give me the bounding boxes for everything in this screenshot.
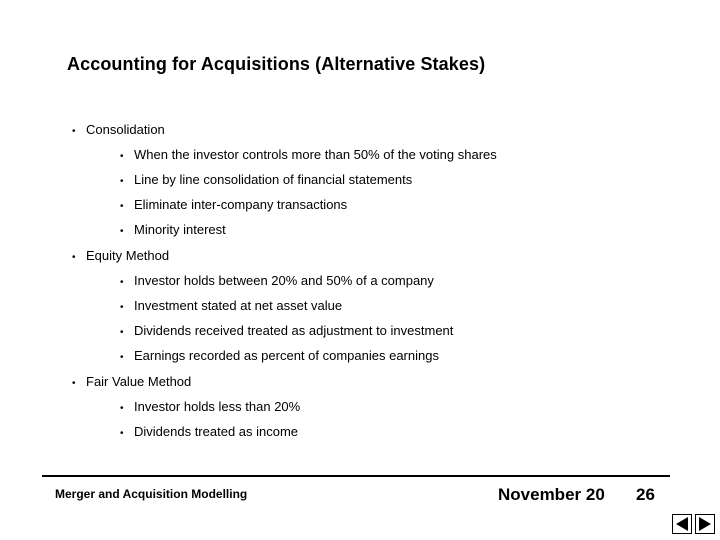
triangle-right-icon bbox=[696, 515, 714, 533]
sub-bullet bbox=[120, 172, 412, 190]
slide-title: Accounting for Acquisitions (Alternative Stakes) bbox=[67, 54, 486, 74]
bullet-dot: • bbox=[120, 277, 124, 288]
next-slide-button[interactable] bbox=[695, 514, 715, 534]
bullet-text: Investment stated at net asset value bbox=[134, 298, 343, 313]
bullet-dot: • bbox=[72, 252, 76, 263]
bullet-text: Consolidation bbox=[86, 122, 165, 137]
bullet-dot: • bbox=[120, 327, 124, 338]
bullet-text: When the investor controls more than 50% of the voting shares bbox=[134, 147, 497, 162]
bullet-dot: • bbox=[72, 126, 76, 137]
bullet-text: Investor holds less than 20% bbox=[134, 399, 301, 414]
bullet-text: Fair Value Method bbox=[86, 374, 192, 389]
sub-bullet bbox=[120, 197, 347, 215]
previous-slide-button[interactable] bbox=[672, 514, 692, 534]
sub-bullet bbox=[120, 424, 298, 442]
bullet-dot: • bbox=[120, 403, 124, 414]
bullet-text: Line by line consolidation of financial statements bbox=[134, 172, 413, 187]
bullet-text: Equity Method bbox=[86, 248, 170, 263]
bullet-text: Investor holds between 20% and 50% of a company bbox=[134, 273, 434, 288]
sub-bullet bbox=[120, 348, 439, 366]
bullet-dot: • bbox=[120, 201, 124, 212]
bullet-dot: • bbox=[120, 302, 124, 313]
bullet-text: Eliminate inter-company transactions bbox=[134, 197, 348, 212]
bullet-consolidation bbox=[72, 122, 165, 140]
bullet-fair-value-method bbox=[72, 374, 191, 392]
footer-divider bbox=[42, 475, 670, 477]
sub-bullet bbox=[120, 323, 453, 341]
sub-bullet bbox=[120, 399, 300, 417]
bullet-dot: • bbox=[120, 352, 124, 363]
bullet-text: Earnings recorded as percent of companies earnings bbox=[134, 348, 439, 363]
sub-bullet bbox=[120, 273, 434, 291]
footer-course-title: Merger and Acquisition Modelling bbox=[55, 487, 248, 501]
sub-bullet bbox=[120, 298, 342, 316]
footer-date: November 20 bbox=[498, 485, 605, 504]
bullet-equity-method bbox=[72, 248, 169, 266]
bullet-text: Dividends treated as income bbox=[134, 424, 299, 439]
bullet-dot: • bbox=[120, 151, 124, 162]
bullet-dot: • bbox=[120, 226, 124, 237]
bullet-dot: • bbox=[72, 378, 76, 389]
bullet-dot: • bbox=[120, 176, 124, 187]
sub-bullet bbox=[120, 222, 226, 240]
page-number: 26 bbox=[636, 485, 655, 504]
bullet-text: Dividends received treated as adjustment to investment bbox=[134, 323, 454, 338]
sub-bullet bbox=[120, 147, 497, 165]
triangle-left-icon bbox=[673, 515, 691, 533]
bullet-dot: • bbox=[120, 428, 124, 439]
bullet-text: Minority interest bbox=[134, 222, 226, 237]
